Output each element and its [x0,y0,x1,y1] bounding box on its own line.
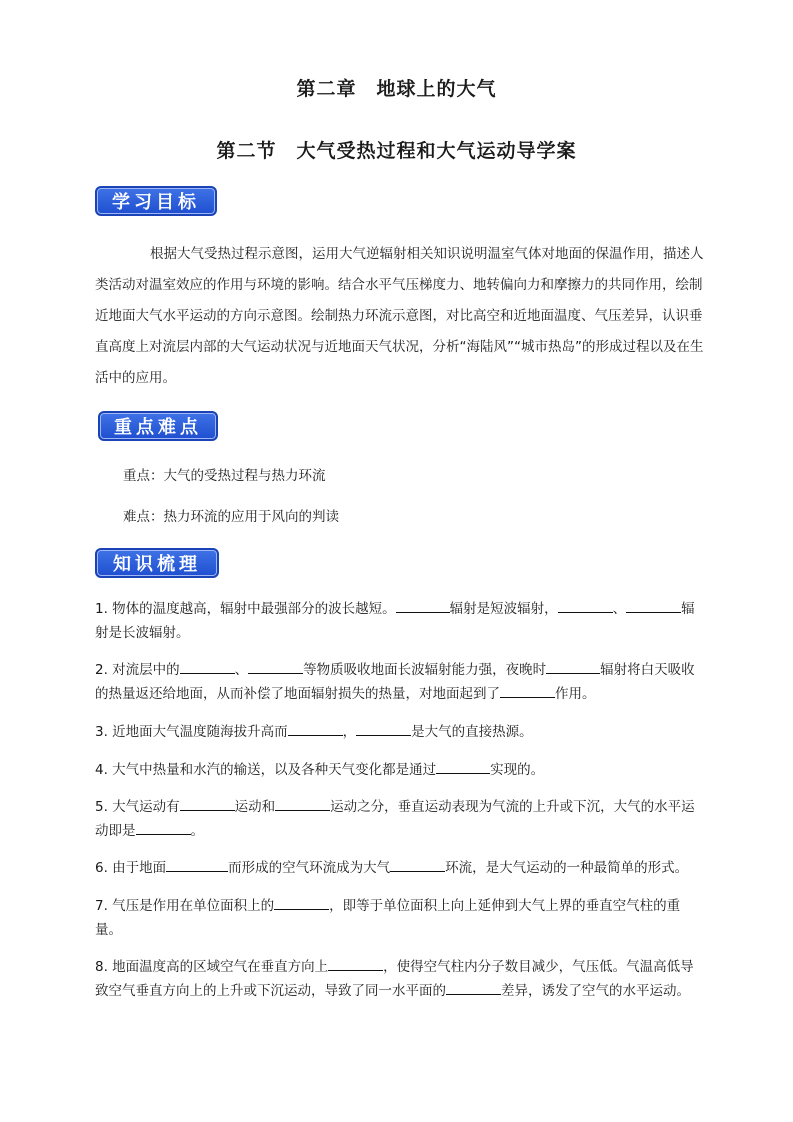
fill-blank[interactable] [626,598,681,613]
fill-blank[interactable] [436,759,490,774]
list-item [95,955,705,1003]
fill-blank[interactable] [446,980,501,995]
fill-blank[interactable] [180,796,235,811]
item-text: 等物质吸收地面长波辐射能力强，夜晚时 [303,662,547,678]
list-item [95,720,705,744]
objectives-badge: 学习目标 [95,186,217,216]
item-text: 8. 地面温度高的区域空气在垂直方向上 [95,959,329,975]
item-text: 。 [190,823,204,839]
item-text: ， [342,724,357,740]
item-text: 7. 气压是作用在单位面积上的 [95,898,275,914]
item-text: 辐射是短波辐射， [449,601,558,617]
item-text: 辐射是长波辐射。 [95,601,695,641]
list-item [95,856,715,880]
list-item [95,795,705,843]
section-title: 第二节 大气受热过程和大气运动导学案 [216,140,577,162]
fill-blank[interactable] [396,598,450,613]
fill-blank[interactable] [500,683,555,698]
difficult-point: 难点：热力环流的应用于风向的判读 [123,509,339,525]
list-item [95,894,705,942]
objectives-text: 根据大气受热过程示意图，运用大气逆辐射相关知识说明温室气体对地面的保温作用，描述人类活动对温室效应的作用与环境的影响。结合水平气压梯度力、地转偏向力和摩擦力的共同作用，绘制近地面大气水平运动的方向示意图。绘制热力环流示意图，对比高空和近地面温度、气压差异，认识垂直高度上对流层内部的大气运动状况与近地面天气状况，分析“海陆风”“城市热岛”的形成过程以及在生活中的应用。 [95,246,704,386]
item-text: 是大气的直接热源。 [411,724,533,740]
item-text: 1. 物体的温度越高，辐射中最强部分的波长越短。 [95,601,396,617]
item-text: 运动之分，垂直运动表现为气流的上升或下沉，大气的水平运动即是 [95,799,695,839]
fill-blank[interactable] [328,956,383,971]
item-text: 而形成的空气环流成为大气 [228,860,391,876]
fill-blank[interactable] [248,659,303,674]
fill-blank[interactable] [166,857,228,872]
item-text: 6. 由于地面 [95,860,167,876]
chapter-title: 第二章 地球上的大气 [296,78,497,100]
fill-blank[interactable] [356,721,411,736]
fill-blank[interactable] [390,857,445,872]
knowledge-badge: 知识梳理 [95,548,219,578]
item-text: 作用。 [555,686,596,702]
objectives-paragraph [95,239,705,394]
item-text: 4. 大气中热量和水汽的输送，以及各种天气变化都是通过 [95,762,437,778]
fill-blank[interactable] [275,796,330,811]
fill-blank[interactable] [136,820,191,835]
item-text: 辐射将白天吸收的热量返还给地面，从而补偿了地面辐射损失的热量，对地面起到了 [95,662,695,702]
item-text: 实现的。 [490,762,545,778]
fill-blank[interactable] [558,598,613,613]
list-item [95,758,705,782]
important-point: 重点：大气的受热过程与热力环流 [123,468,326,484]
item-text: 5. 大气运动有 [95,799,180,815]
item-text: 运动和 [234,799,276,815]
item-text: 、 [234,662,249,678]
item-text: 差异，诱发了空气的水平运动。 [501,983,690,999]
fill-blank[interactable] [288,721,343,736]
fill-blank[interactable] [180,659,235,674]
fill-blank[interactable] [274,895,329,910]
key-points-badge: 重点难点 [98,411,218,441]
item-text: ，使得空气柱内分子数目减少，气压低。气温高低导致空气垂直方向上的上升或下沉运动，导致了同一水平面的 [95,959,694,999]
list-item [95,597,705,645]
item-text: 3. 近地面大气温度随海拔升高而 [95,724,288,740]
item-text: 2. 对流层中的 [95,662,180,678]
item-text: 、 [612,601,627,617]
item-text: 环流，是大气运动的一种最简单的形式。 [445,860,689,876]
list-item [95,658,705,706]
item-text: ，即等于单位面积上向上延伸到大气上界的垂直空气柱的重量。 [95,898,681,938]
fill-blank[interactable] [546,659,600,674]
